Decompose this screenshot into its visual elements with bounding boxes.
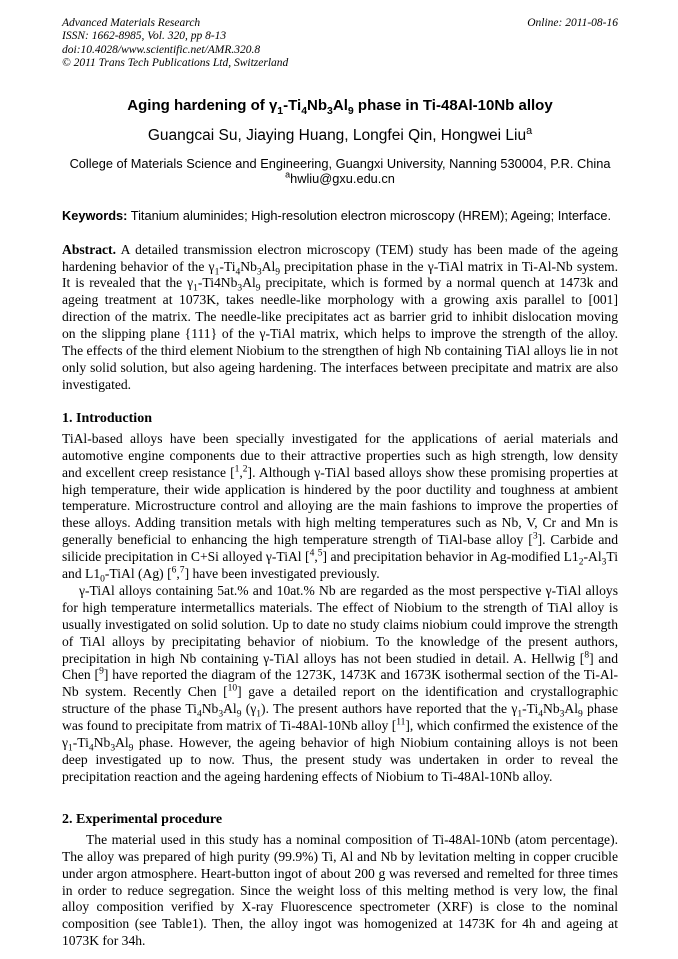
keywords-line (62, 208, 618, 223)
abstract-label: Abstract. (62, 241, 116, 257)
intro-paragraph-2: γ-TiAl alloys containing 5at.% and 10at.% Nb are regarded as the most perspective γ-TiAl alloys for high temperature intermetallics materials. The effect of Niobium to the strength of TiAl alloy is usually investigated on solid solution. Up to date no study claims niobium could improve the strength of TiAl alloys by precipitating behavior of niobium. To the knowledge of the present authors, precipitation in high Nb containing γ-TiAl alloys has not been studied in detail. A. Hellwig [$^8$] and Chen [$^9$] have reported the diagram of the 1273K, 1473K and 1673K isothermal section of the Ti-Al-Nb system. Recently Chen [$^{10}$] gave a detailed report on the identification and crystallographic structure of the phase $Ti_4Nb_3Al_9$ $(\gamma_1)$. The present authors have reported that the $\gamma_1-Ti_4Nb_3Al_9$ phase was found to precipitate from matrix of Ti-48Al-10Nb alloy [$^{11}$], which confirmed the existence of the $\gamma_1-Ti_4Nb_3Al_9$ phase. However, the ageing behavior of high Niobium containing alloys is not been deep investigated up to now. Thus, the present study was undertaken in order to reveal the precipitation reaction and the ageing hardening effects of Niobium to Ti-48Al-10Nb alloy. (62, 582, 619, 784)
intro-paragraph-1: TiAl-based alloys have been specially investigated for the applications of aerial materials and automotive engine components due to their attractive properties such as high strength, low density and excellent creep resistance [$^1$,$^2$]. Although γ-TiAl based alloys show these promising properties at high temperature, their wide application is hindered by the poor ductility and toughness at ambient temperature. Microstructure control and alloying are the main fashions to improve the properties of these alloys. Adding transition metals with high melting temperatures such as Nb, V, Cr and Mn is generally beneficial to enhancing the high temperature strength of TiAl-base alloy [$^3$]. Carbide and silicide precipitation in C+Si alloyed γ-TiAl [$^4$,$^5$] and precipitation behavior in Ag-modified $L1_2-Al_3Ti$ and $L1_0$-TiAl (Ag) [$^6$,$^7$] have been investigated previously. (62, 430, 618, 585)
online-date: Online: 2011-08-16 (527, 17, 618, 29)
journal-header (62, 17, 618, 71)
abstract-text: A detailed transmission electron microscopy (TEM) study has been made of the ageing hardening behavior of the $\gamma_1-Ti_4Nb_3Al_9$ precipitation phase in the γ-TiAl matrix in Ti-Al-Nb system. It is revealed that the $\gamma_1-Ti4Nb_3Al_9$ precipitate, which is formed by a normal quench at 1473k and ageing treatment at 1073K, takes needle-like morphology with a growing axis parallel to [001] direction of the matrix. The needle-like precipitates act as barrier grid to inhibit dislocation moving on the slipping plane {111} of the γ-TiAl matrix, which helps to improve the strength of the alloy. The effects of the third element Niobium to the strengthen of high Nb containing TiAl alloys lie in not only solid solution, but also ageing hardening. The interfaces between precipitate and matrix are also investigated. (62, 241, 619, 392)
author-email: $^a$hwliu@gxu.edu.cn (285, 169, 395, 186)
keywords-text: Titanium aluminides; High-resolution electron microscopy (HREM); Ageing; Interface. (130, 207, 612, 223)
journal-issn-line: ISSN: 1662-8985, Vol. 320, pp 8-13 (62, 30, 227, 43)
paper-title: Aging hardening of $\gamma_1-Ti_4Nb_3Al_9$ phase in Ti-48Al-10Nb alloy (127, 96, 553, 117)
keywords-label: Keywords: (62, 207, 128, 223)
section-heading-introduction: 1. Introduction (62, 410, 152, 426)
journal-copyright-line: © 2011 Trans Tech Publications Ltd, Switzerland (62, 57, 289, 70)
journal-doi-line: doi:10.4028/www.scientific.net/AMR.320.8 (62, 43, 261, 56)
experimental-paragraph-1: The material used in this study has a nominal composition of Ti-48Al-10Nb (atom percentage). The alloy was prepared of high purity (99.9%) Ti, Al and Nb by levitation melting in copper crucible under argon atmosphere. Heart-button ingot of about 200 g was reversed and remelted for three times in order to reduce segregation. Since the weight loss of this melting method is very low, the final alloy composition verified by X-ray Fluorescence spectrometer (XRF) is close to the nominal composition (see Table1). Then, the alloy ingot was homogenized at 1473K for 4h and ageing at 1073K for 34h. (62, 831, 618, 949)
journal-name: Advanced Materials Research (62, 17, 201, 29)
abstract-paragraph (62, 242, 618, 394)
affiliation-line: College of Materials Science and Engineering, Guangxi University, Nanning 530004, P.R. China (69, 155, 611, 171)
section-heading-experimental: 2. Experimental procedure (62, 811, 223, 827)
authors-line: Guangcai Su, Jiaying Huang, Longfei Qin, Hongwei Liu$^a$ (147, 124, 533, 144)
